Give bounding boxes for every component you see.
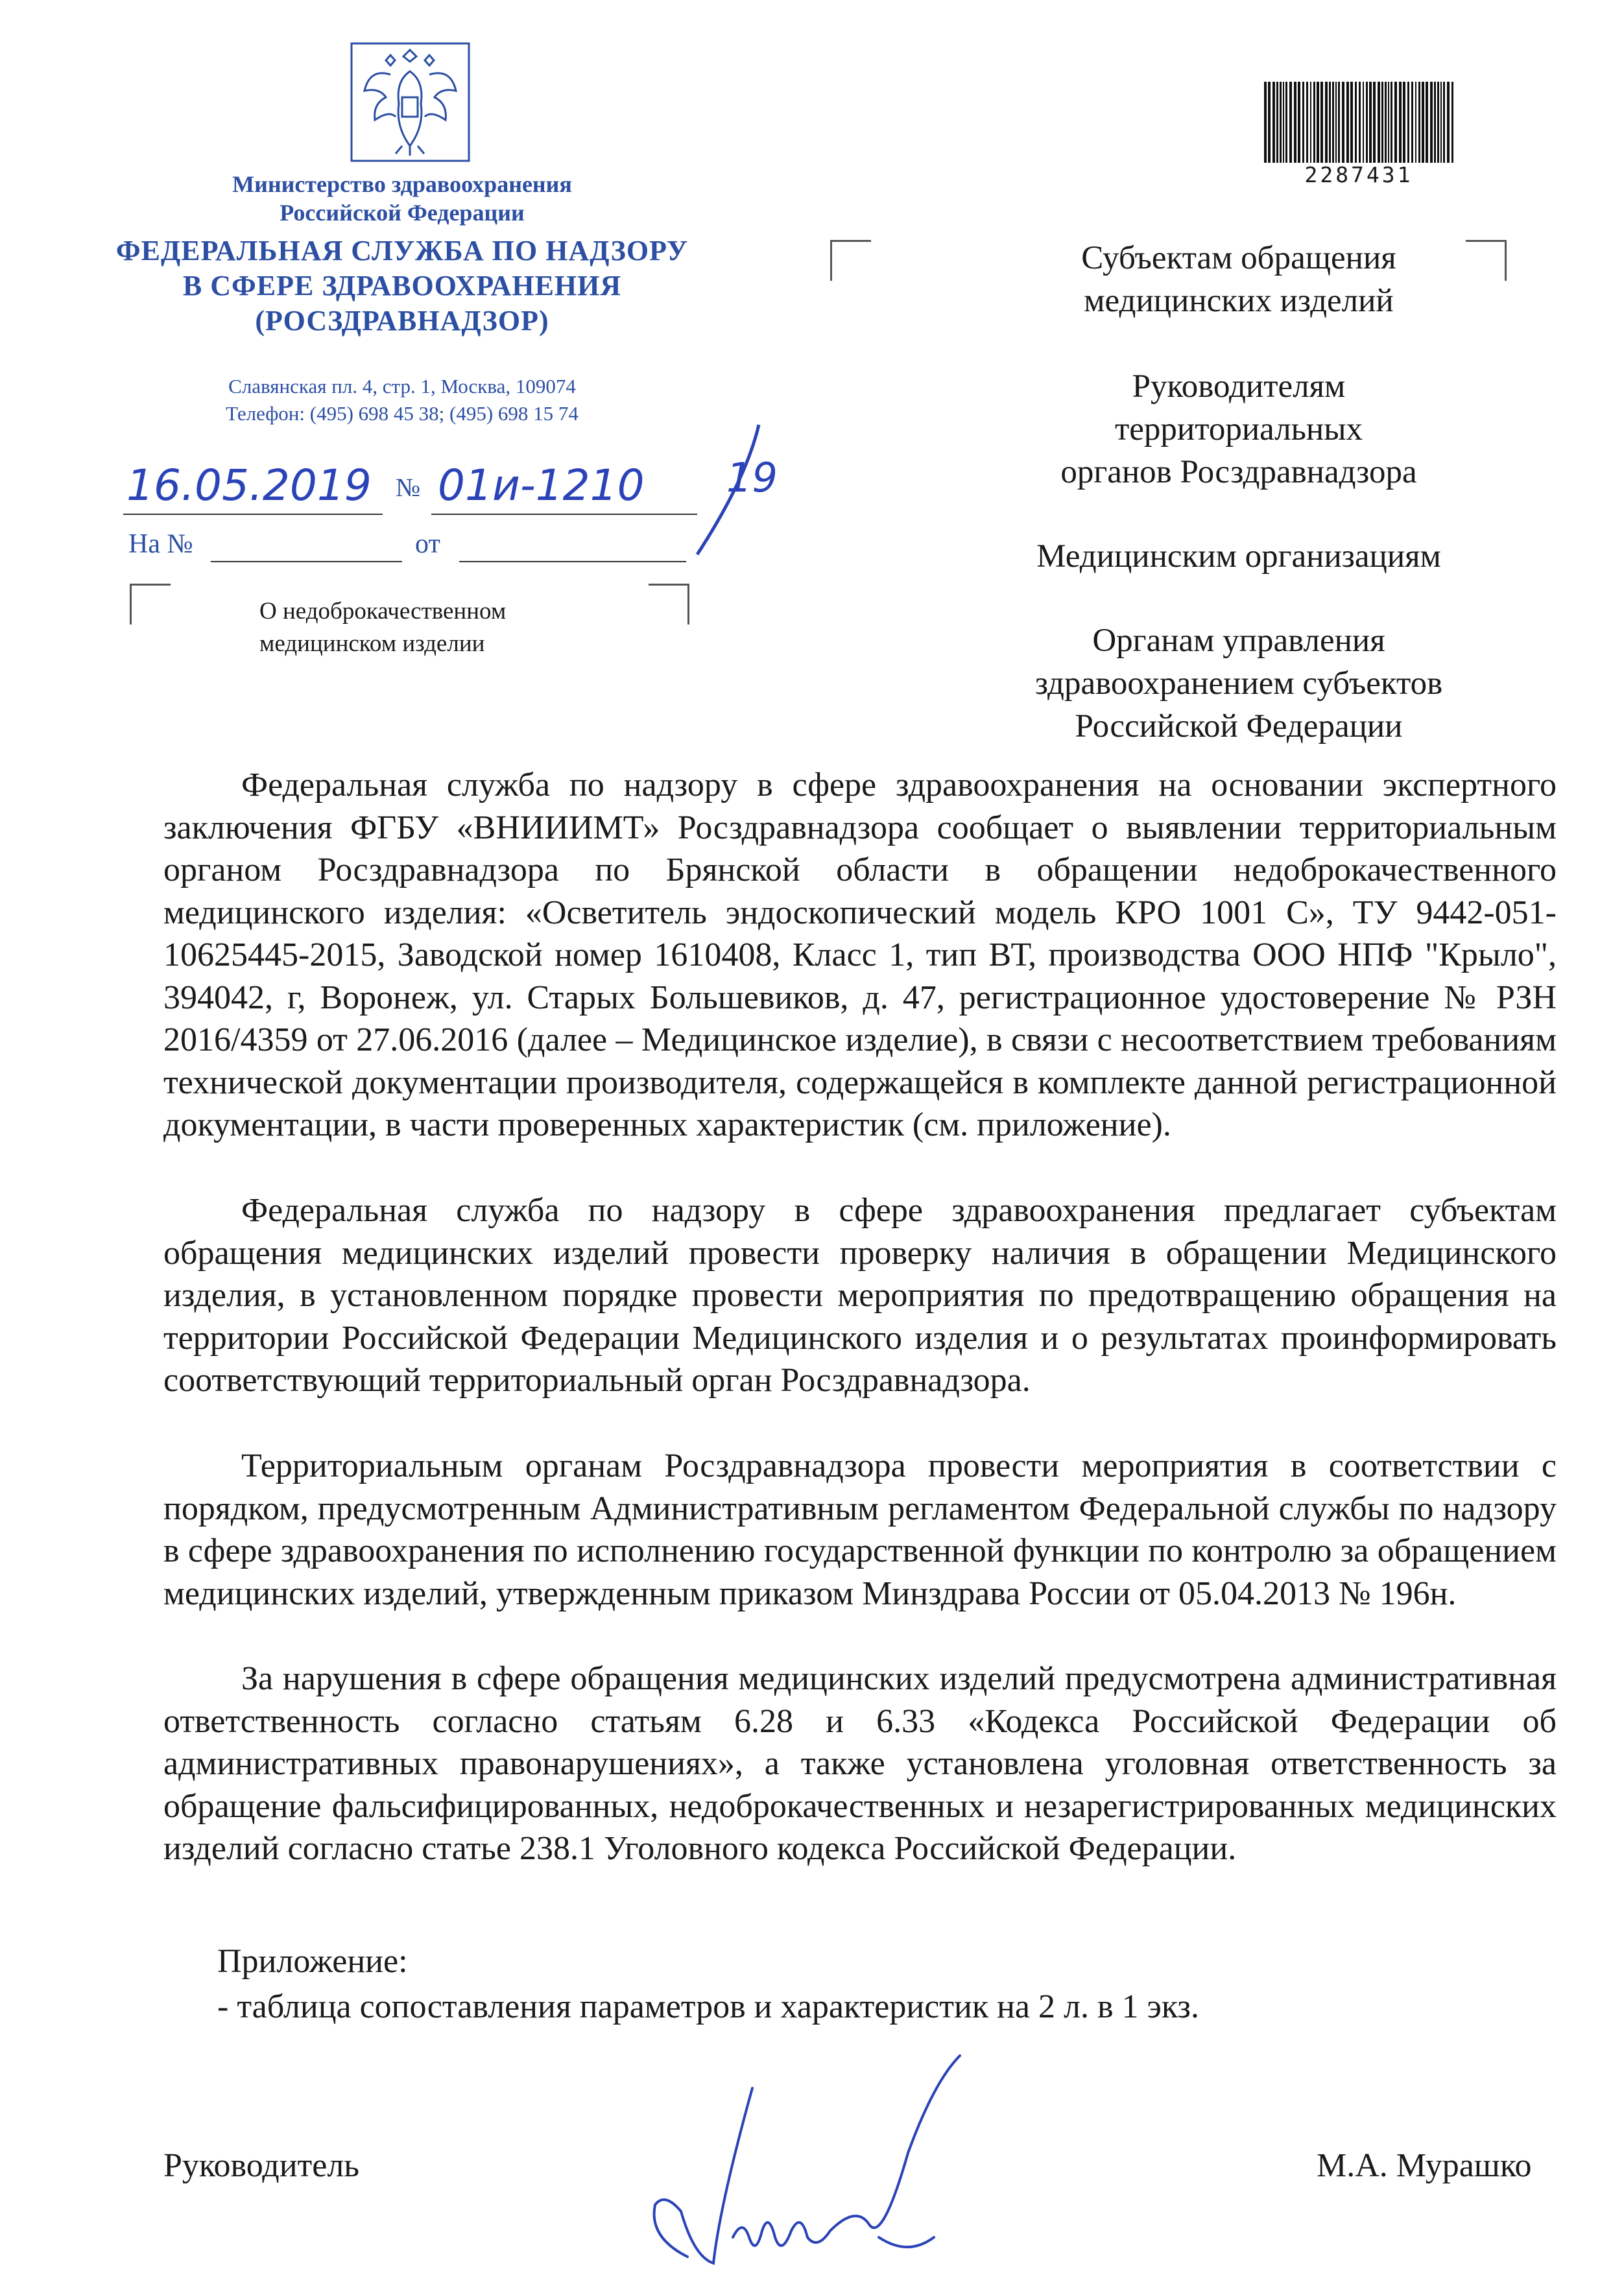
barcode-bar xyxy=(1329,82,1331,163)
handwritten-signature xyxy=(636,2043,986,2289)
barcode-bar xyxy=(1346,82,1349,163)
barcode xyxy=(1261,82,1456,163)
barcode-bar xyxy=(1298,82,1300,163)
body-paragraph-4: За нарушения в сфере обращения медицинских изделий предусмотрена административная ответственность согласно статьям 6.28 и 6.33 «Кодекса Российской Федерации об административных правонарушениях», а также установлена уголовная ответственность за обращение фальсифицированных, недоброкачественных и незарегистрированных медицинских изделий согласно статье 238.1 Уголовного кодекса Российской Федерации. xyxy=(163,1660,1557,1867)
barcode-bar xyxy=(1264,82,1267,163)
barcode-bar xyxy=(1418,82,1420,163)
reply-number-underline xyxy=(211,561,402,562)
barcode-bar xyxy=(1437,82,1439,163)
barcode-bar xyxy=(1302,82,1304,163)
barcode-bar xyxy=(1283,82,1284,163)
barcode-bar xyxy=(1363,82,1364,163)
service-name-line1: ФЕДЕРАЛЬНАЯ СЛУЖБА ПО НАДЗОРУ xyxy=(115,235,689,267)
barcode-bar xyxy=(1369,82,1372,163)
barcode-bar xyxy=(1276,82,1278,163)
barcode-bar xyxy=(1451,82,1453,163)
registration-number: 01и-1210 xyxy=(438,460,645,510)
barcode-bar xyxy=(1289,82,1292,163)
barcode-bar xyxy=(1411,82,1413,163)
barcode-bar xyxy=(1280,82,1282,163)
barcode-number: 2287431 xyxy=(1304,162,1413,187)
barcode-bar xyxy=(1434,82,1436,163)
barcode-bar xyxy=(1385,82,1387,163)
barcode-bar xyxy=(1443,82,1445,163)
addressee-4-line2: здравоохранением субъектов xyxy=(1034,665,1443,702)
subject-bracket-left xyxy=(130,584,171,624)
number-underline xyxy=(431,514,697,515)
barcode-bar xyxy=(1332,82,1334,163)
barcode-bar xyxy=(1430,82,1433,163)
body-paragraph-2: Федеральная служба по надзору в сфере здравоохранения предлагает субъектам обращения медицинских изделий провести проверку наличия в обращении Медицинского изделия, в установленном порядке провести мероприятия по предотвращению обращения на территории Российской Федерации Медицинского изделия и о результатах проинформировать соответствующий территориальный орган Росздравнадзора. xyxy=(163,1192,1557,1399)
barcode-bar xyxy=(1373,82,1376,163)
reply-from-label: от xyxy=(415,529,440,559)
coat-of-arms-emblem xyxy=(350,42,470,162)
addressee-4-line1: Органам управления xyxy=(1092,623,1385,659)
attachment-item: - таблица сопоставления параметров и характеристик на 2 л. в 1 экз. xyxy=(217,1988,1199,2025)
registration-number-label: № xyxy=(396,473,421,502)
barcode-bar xyxy=(1268,82,1271,163)
barcode-bar xyxy=(1391,82,1392,163)
reply-date-underline xyxy=(459,561,686,562)
barcode-bar xyxy=(1320,82,1323,163)
barcode-bar xyxy=(1399,82,1402,163)
addressee-3 xyxy=(953,535,1524,578)
addressee-2-line2: территориальных xyxy=(1115,411,1363,447)
barcode-bar xyxy=(1285,82,1287,163)
phone-text: Телефон: (495) 698 45 38; (495) 698 15 74 xyxy=(226,402,579,425)
barcode-bar xyxy=(1310,82,1311,163)
barcode-bar xyxy=(1359,82,1361,163)
addressee-1 xyxy=(953,237,1524,322)
subject-block xyxy=(259,595,662,660)
barcode-bar xyxy=(1415,82,1416,163)
registration-year: 19 xyxy=(726,454,778,501)
addressee-4 xyxy=(953,619,1524,748)
barcode-bar xyxy=(1407,82,1409,163)
addressee-2-line1: Руководителям xyxy=(1132,368,1346,405)
barcode-bar xyxy=(1366,82,1368,163)
reply-to-number-label: На № xyxy=(128,529,193,559)
barcode-bar xyxy=(1381,82,1383,163)
address-text: Славянская пл. 4, стр. 1, Москва, 109074 xyxy=(228,375,576,398)
barcode-bar xyxy=(1338,82,1340,163)
barcode-bar xyxy=(1422,82,1424,163)
barcode-bar xyxy=(1317,82,1319,163)
barcode-bar xyxy=(1313,82,1315,163)
barcode-bar xyxy=(1394,82,1397,163)
barcode-bar xyxy=(1388,82,1389,163)
barcode-bar xyxy=(1403,82,1405,163)
barcode-bar xyxy=(1335,82,1337,163)
addressee-4-line3: Российской Федерации xyxy=(1075,708,1403,744)
barcode-bar xyxy=(1350,82,1353,163)
barcode-bar xyxy=(1272,82,1275,163)
barcode-bar xyxy=(1306,82,1308,163)
subject-line1: О недоброкачественном xyxy=(259,598,507,624)
barcode-bar xyxy=(1426,82,1428,163)
service-name-line2: В СФЕРЕ ЗДРАВООХРАНЕНИЯ xyxy=(182,270,622,302)
ministry-name-line2: Российской Федерации xyxy=(280,200,525,226)
barcode-bar xyxy=(1440,82,1442,163)
ministry-name-line1: Министерство здравоохранения xyxy=(232,171,572,197)
service-name-line3: (РОСЗДРАВНАДЗОР) xyxy=(255,305,549,337)
barcode-bar xyxy=(1294,82,1296,163)
barcode-bar xyxy=(1447,82,1450,163)
addressee-3-line1: Медицинским организациям xyxy=(1036,538,1441,575)
signatory-name: М.А. Мурашко xyxy=(1317,2147,1532,2184)
barcode-bar xyxy=(1355,82,1357,163)
date-underline xyxy=(123,514,383,515)
subject-line2: медицинском изделии xyxy=(259,630,485,657)
barcode-bar xyxy=(1378,82,1380,163)
attachment-title: Приложение: xyxy=(217,1943,408,1980)
addressee-1-line1: Субъектам обращения xyxy=(1081,240,1396,276)
addressee-2-line3: органов Росздравнадзора xyxy=(1060,454,1417,490)
addressee-2 xyxy=(953,365,1524,493)
barcode-bar xyxy=(1325,82,1328,163)
registration-date: 16.05.2019 xyxy=(126,460,372,510)
body-paragraph-1: Федеральная служба по надзору в сфере здравоохранения на основании экспертного заключения ФГБУ «ВНИИИМТ» Росздравнадзора сообщает о выявлении территориальным органом Росздравнадзора по Брянской области в обращении недоброкачественного медицинского изделия: «Осветитель эндоскопический модель КРО 1001 С», ТУ 9442-051-10625445-2015, Заводской номер 1610408, Класс 1, тип ВТ, производства ООО НПФ "Крыло", 394042, г, Воронеж, ул. Старых Большевиков, д. 47, регистрационное удостоверение № РЗН 2016/4359 от 27.06.2016 (далее – Медицинское изделие), в связи с несоответствием требованиям технической документации производителя, содержащейся в комплекте данной регистрационной документации, в части проверенных характеристик (см. приложение). xyxy=(163,767,1557,1143)
addressee-1-line2: медицинских изделий xyxy=(1084,283,1394,319)
body-paragraph-3: Территориальным органам Росздравнадзора провести мероприятия в соответствии с порядком, предусмотренным Административным регламентом Федеральной службы по надзору в сфере здравоохранения по исполнению государственной функции по контролю за обращением медицинских изделий, утвержденным приказом Минздрава России от 05.04.2013 № 196н. xyxy=(163,1447,1557,1612)
barcode-bar xyxy=(1342,82,1344,163)
signatory-title: Руководитель xyxy=(163,2147,359,2184)
addressee-bracket-left xyxy=(830,240,871,281)
